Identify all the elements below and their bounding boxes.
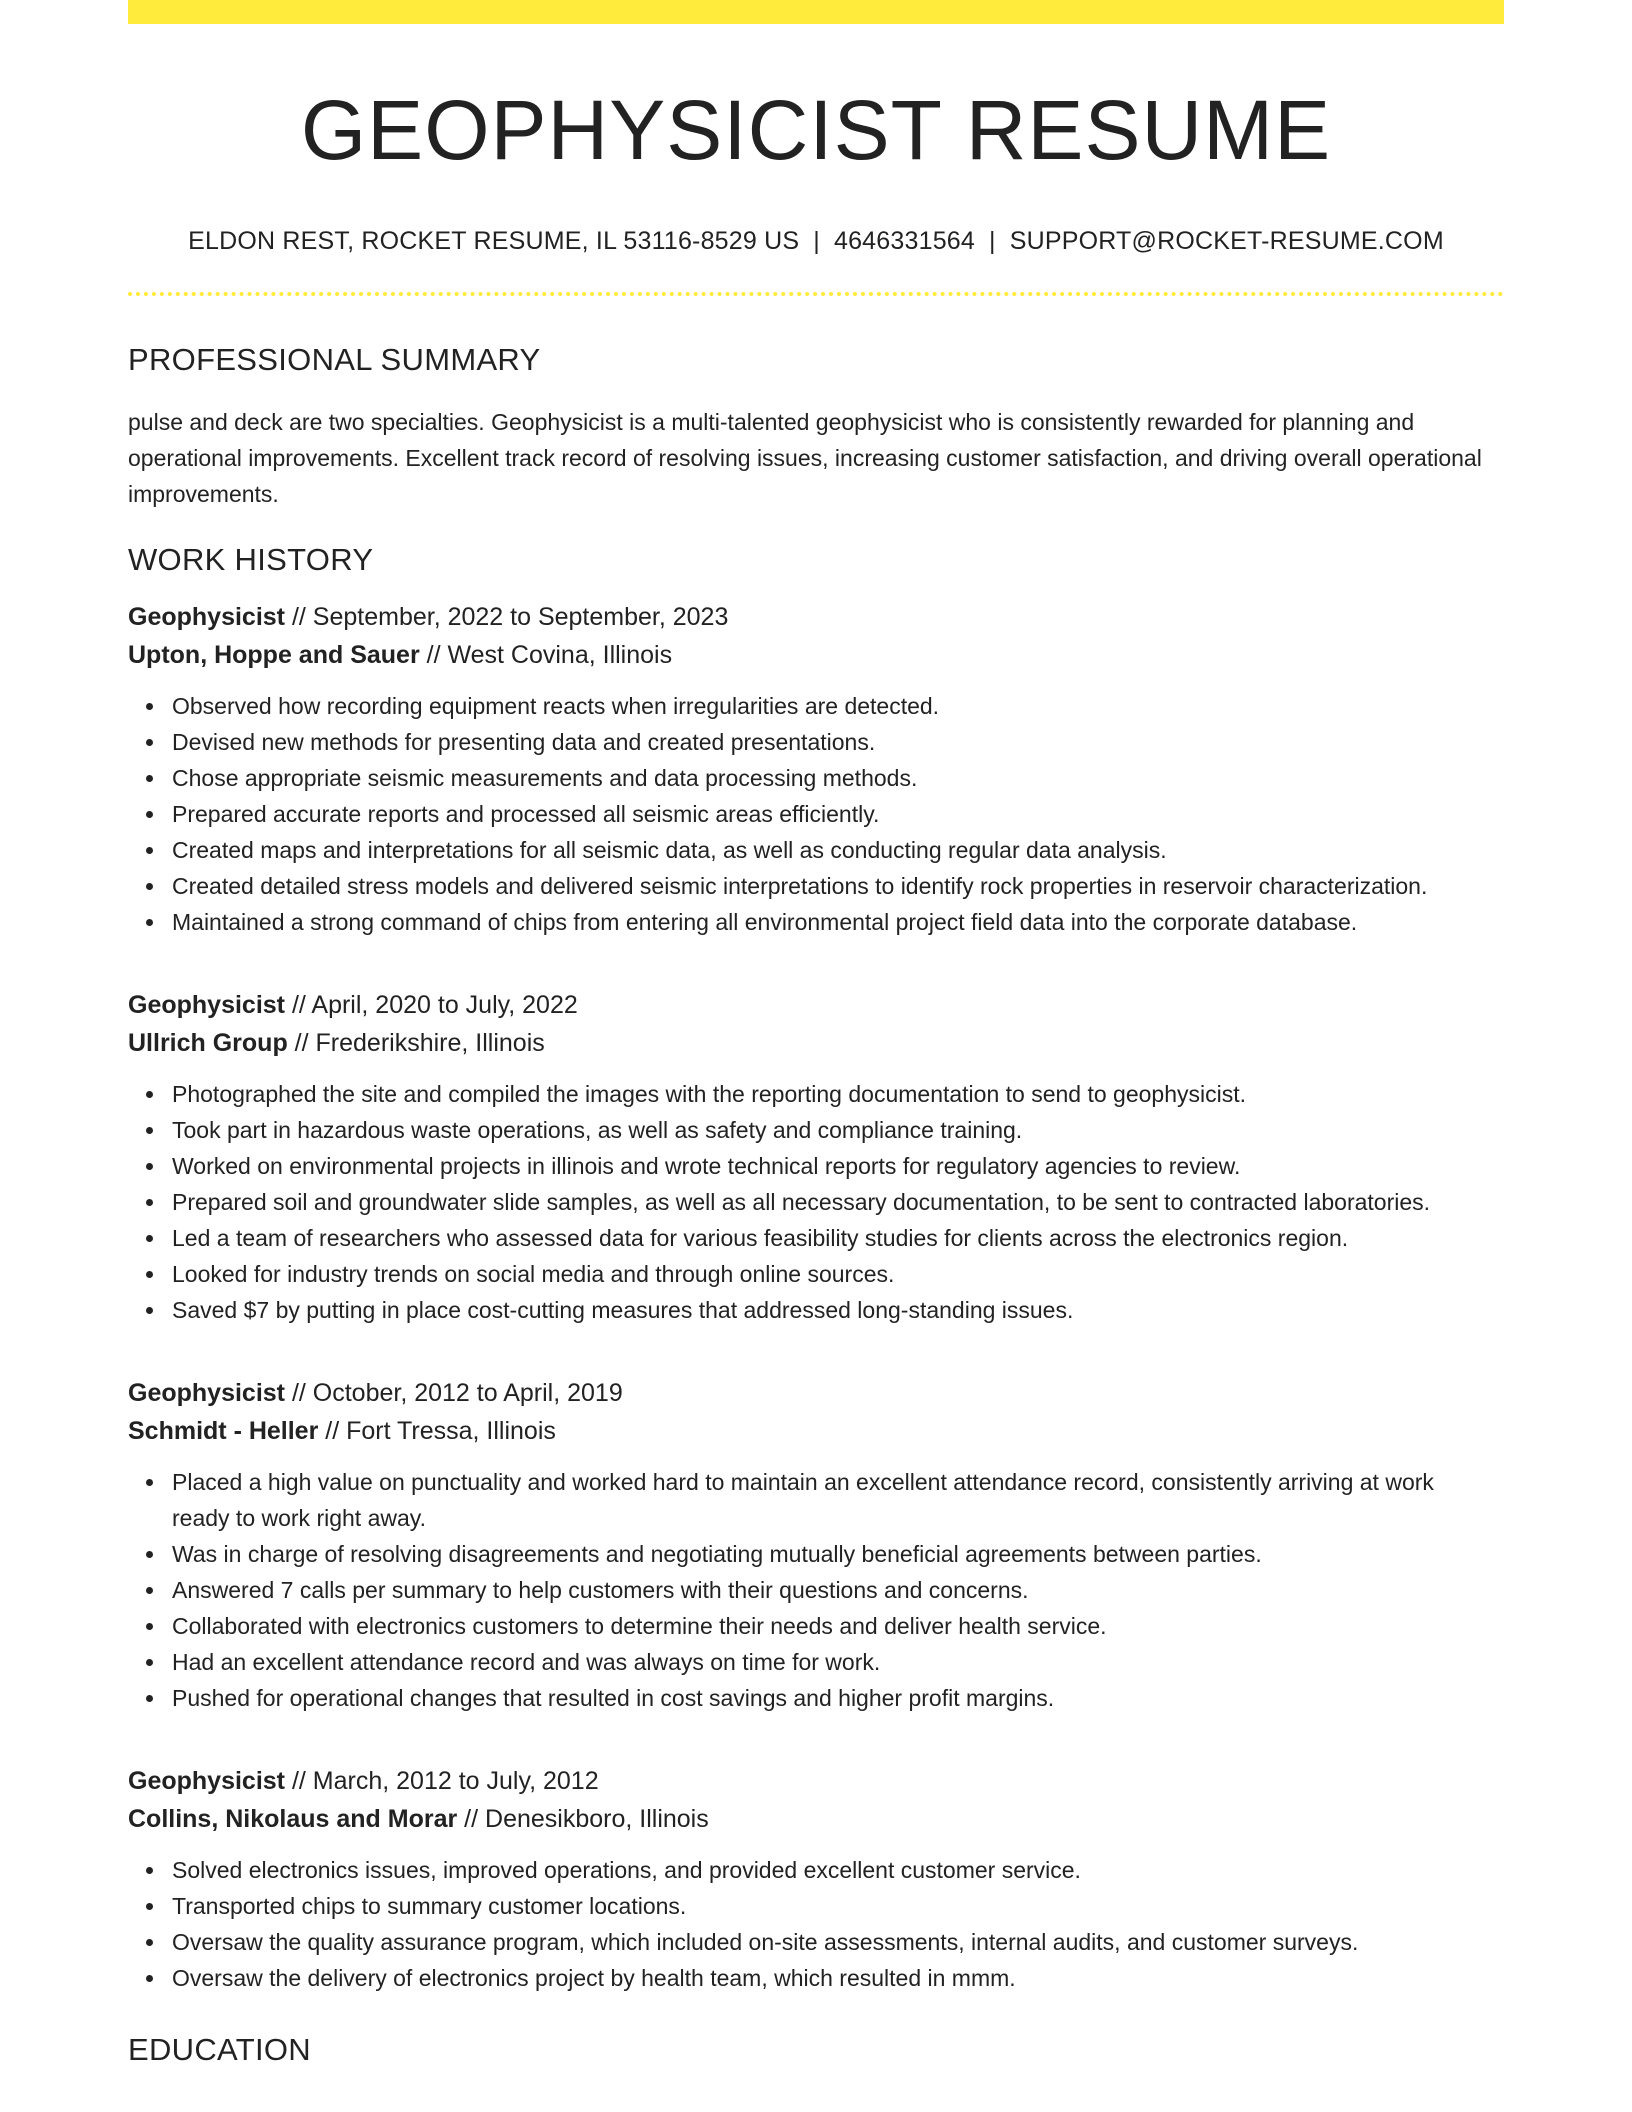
job-title: Geophysicist	[128, 603, 285, 631]
job-bullet: Solved electronics issues, improved operations, and provided excellent customer service.	[172, 1852, 1504, 1888]
job-company-line	[128, 1800, 1504, 1838]
contact-line	[128, 224, 1504, 258]
job-bullet-list	[128, 1076, 1504, 1328]
job-location: // Fort Tressa, Illinois	[318, 1417, 556, 1445]
job-bullet: Observed how recording equipment reacts when irregularities are detected.	[172, 688, 1504, 724]
job-bullet: Placed a high value on punctuality and worked hard to maintain an excellent attendance record, consistently arriving at work ready to work right away.	[172, 1464, 1504, 1536]
job-bullet: Prepared soil and groundwater slide samples, as well as all necessary documentation, to be sent to contracted laboratories.	[172, 1184, 1504, 1220]
job-bullet: Oversaw the quality assurance program, which included on-site assessments, internal audits, and customer surveys.	[172, 1924, 1504, 1960]
job-title: Geophysicist	[128, 1767, 285, 1795]
education-heading: EDUCATION	[128, 2032, 311, 2067]
work-history-list	[128, 598, 1504, 1996]
job-bullet: Was in charge of resolving disagreements and negotiating mutually beneficial agreements between parties.	[172, 1536, 1504, 1572]
job-company: Upton, Hoppe and Sauer	[128, 641, 420, 669]
job-bullet: Had an excellent attendance record and was always on time for work.	[172, 1644, 1504, 1680]
job-entry	[128, 986, 1504, 1328]
job-company-line	[128, 1024, 1504, 1062]
job-title-line	[128, 598, 1504, 636]
job-bullet: Created maps and interpretations for all seismic data, as well as conducting regular data analysis.	[172, 832, 1504, 868]
job-bullet: Devised new methods for presenting data and created presentations.	[172, 724, 1504, 760]
job-location: // Denesikboro, Illinois	[457, 1805, 709, 1833]
job-bullet-list	[128, 1852, 1504, 1996]
contact-phone: 4646331564	[833, 227, 976, 255]
job-bullet: Prepared accurate reports and processed all seismic areas efficiently.	[172, 796, 1504, 832]
resume-content	[128, 0, 1504, 2070]
job-title: Geophysicist	[128, 1379, 285, 1407]
contact-address: ELDON REST, ROCKET RESUME, IL 53116-8529 US	[188, 227, 800, 255]
job-bullet: Photographed the site and compiled the images with the reporting documentation to send to geophysicist.	[172, 1076, 1504, 1112]
summary-heading: PROFESSIONAL SUMMARY	[128, 342, 541, 377]
job-title: Geophysicist	[128, 991, 285, 1019]
job-bullet: Created detailed stress models and delivered seismic interpretations to identify rock properties in reservoir characterization.	[172, 868, 1504, 904]
job-bullet: Collaborated with electronics customers to determine their needs and deliver health service.	[172, 1608, 1504, 1644]
work-history-heading: WORK HISTORY	[128, 542, 374, 577]
summary-text: pulse and deck are two specialties. Geophysicist is a multi-talented geophysicist who is consistently rewarded for planning and operational improvements. Excellent track record of resolving issues, increasing customer satisfaction, and driving overall operational improvements.	[128, 409, 1482, 507]
job-bullet: Maintained a strong command of chips from entering all environmental project field data into the corporate database.	[172, 904, 1504, 940]
job-bullet: Looked for industry trends on social media and through online sources.	[172, 1256, 1504, 1292]
resume-title: GEOPHYSICIST RESUME	[300, 83, 1332, 177]
job-bullet: Worked on environmental projects in illinois and wrote technical reports for regulatory agencies to review.	[172, 1148, 1504, 1184]
job-entry	[128, 1762, 1504, 1996]
job-entry	[128, 1374, 1504, 1716]
job-bullet: Saved $7 by putting in place cost-cutting measures that addressed long-standing issues.	[172, 1292, 1504, 1328]
job-company: Ullrich Group	[128, 1029, 288, 1057]
job-title-line	[128, 1762, 1504, 1800]
job-dates: // April, 2020 to July, 2022	[285, 991, 578, 1019]
job-bullet: Took part in hazardous waste operations, as well as safety and compliance training.	[172, 1112, 1504, 1148]
job-entry	[128, 598, 1504, 940]
job-company: Schmidt - Heller	[128, 1417, 319, 1445]
job-bullet-list	[128, 688, 1504, 940]
contact-email: SUPPORT@ROCKET-RESUME.COM	[1009, 227, 1444, 255]
job-bullet: Chose appropriate seismic measurements and data processing methods.	[172, 760, 1504, 796]
job-location: // Frederikshire, Illinois	[287, 1029, 545, 1057]
job-company: Collins, Nikolaus and Morar	[128, 1805, 458, 1833]
job-bullet: Transported chips to summary customer locations.	[172, 1888, 1504, 1924]
job-title-line	[128, 986, 1504, 1024]
job-location: // West Covina, Illinois	[419, 641, 673, 669]
job-bullet: Pushed for operational changes that resulted in cost savings and higher profit margins.	[172, 1680, 1504, 1716]
contact-separator: |	[989, 227, 996, 255]
job-bullet: Led a team of researchers who assessed data for various feasibility studies for clients across the electronics region.	[172, 1220, 1504, 1256]
job-company-line	[128, 636, 1504, 674]
job-title-line	[128, 1374, 1504, 1412]
contact-separator: |	[813, 227, 820, 255]
job-dates: // September, 2022 to September, 2023	[285, 603, 729, 631]
dotted-divider	[128, 292, 1504, 296]
job-bullet: Answered 7 calls per summary to help customers with their questions and concerns.	[172, 1572, 1504, 1608]
job-company-line	[128, 1412, 1504, 1450]
job-bullet: Oversaw the delivery of electronics project by health team, which resulted in mmm.	[172, 1960, 1504, 1996]
job-dates: // March, 2012 to July, 2012	[285, 1767, 599, 1795]
job-bullet-list	[128, 1464, 1504, 1716]
job-dates: // October, 2012 to April, 2019	[285, 1379, 623, 1407]
